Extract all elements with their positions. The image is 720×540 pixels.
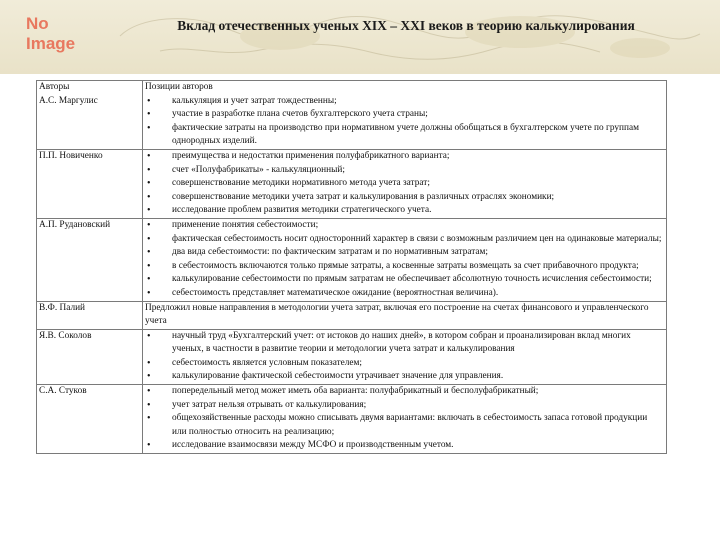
list-item: • совершенствование методики нормативного метода учета затрат; (145, 177, 664, 191)
position-list (145, 330, 664, 384)
list-item: • в себестоимость включаются только прямые затраты, а косвенные затраты возмещать за счет прибавочного продукта; (145, 260, 664, 274)
list-item: • фактические затраты на производство при нормативном учете должны обобщаться в бухгалтерском учете по группам однородных изделий. (145, 122, 664, 149)
logo-line-1: No (26, 14, 49, 33)
author-name: А.С. Маргулис (39, 95, 98, 106)
contribution-table (36, 80, 667, 454)
column-header-positions: Позиции авторов (145, 82, 213, 92)
list-item: • калькулирование себестоимости по прямым затратам не обеспечивает абсолютную точность исчисления себестоимости; (145, 273, 664, 287)
table-cell-positions (143, 218, 667, 301)
author-name: А.П. Рудановский (37, 218, 143, 301)
table-row (37, 81, 667, 150)
table-row (37, 149, 667, 218)
position-list (145, 95, 664, 149)
slide-title: Вклад отечественных ученых XIX – XXI веков в теорию калькулирования (177, 18, 635, 33)
table-cell-positions (143, 329, 667, 384)
list-item: • совершенствование методики учета затрат и калькулирования в различных отраслях экономики; (145, 191, 664, 205)
position-list (145, 150, 664, 218)
list-item: • общехозяйственные расходы можно списывать двумя вариантами: включать в себестоимость запаса готовой продукции или полностью относить на реализацию; (145, 412, 664, 439)
slide-header (0, 0, 720, 74)
author-name: С.А. Стуков (37, 385, 143, 454)
list-item: • счет «Полуфабрикаты» - калькуляционный; (145, 164, 664, 178)
list-item: • два вида себестоимости: по фактическим затратам и по нормативным затратам; (145, 246, 664, 260)
list-item: • попередельный метод может иметь оба варианта: полуфабрикатный и бесполуфабрикатный; (145, 385, 664, 399)
list-item: • учет затрат нельзя отрывать от калькулирования; (145, 399, 664, 413)
list-item: • фактическая себестоимость носит односторонний характер в связи с возможным различием цен на одинаковые материалы; (145, 233, 664, 247)
table-cell-author (37, 81, 143, 150)
table-row (37, 218, 667, 301)
position-list (145, 219, 664, 301)
world-map-background (100, 6, 712, 66)
list-item: • калькуляция и учет затрат тождественны; (145, 95, 664, 109)
list-item: • исследование проблем развития методики стратегического учета. (145, 204, 664, 218)
list-item: • участие в разработке плана счетов бухгалтерского учета страны; (145, 108, 664, 122)
list-item: • калькулирование фактической себестоимости утрачивает значение для управления. (145, 370, 664, 384)
list-item: • применение понятия себестоимости; (145, 219, 664, 233)
column-header-authors: Авторы (39, 82, 70, 92)
table-row (37, 329, 667, 384)
position-list (145, 385, 664, 453)
table-cell-positions (143, 385, 667, 454)
list-item: • преимущества и недостатки применения полуфабрикатного варианта; (145, 150, 664, 164)
table-cell-positions (143, 81, 667, 150)
table-cell-positions (143, 149, 667, 218)
author-name: В.Ф. Палий (37, 301, 143, 329)
author-name: П.П. Новиченко (37, 149, 143, 218)
table-cell-positions: Предложил новые направления в методологии учета затрат, включая его построение на счетах финансового и управленческого учета (143, 301, 667, 329)
list-item: • себестоимость является условным показателем; (145, 357, 664, 371)
list-item: • исследование взаимосвязи между МСФО и производственным учетом. (145, 439, 664, 453)
table-row (37, 301, 667, 329)
table-row (37, 385, 667, 454)
author-name: Я.В. Соколов (37, 329, 143, 384)
no-image-logo (26, 14, 84, 60)
list-item: • научный труд «Бухгалтерский учет: от истоков до наших дней», в котором собран и проанализирован вклад многих ученых, в частности в развитие теории и методологии учета затрат и калькулирования (145, 330, 664, 357)
logo-line-2: Image (26, 34, 76, 53)
list-item: • себестоимость представляет математическое ожидание (вероятностная величина). (145, 287, 664, 301)
